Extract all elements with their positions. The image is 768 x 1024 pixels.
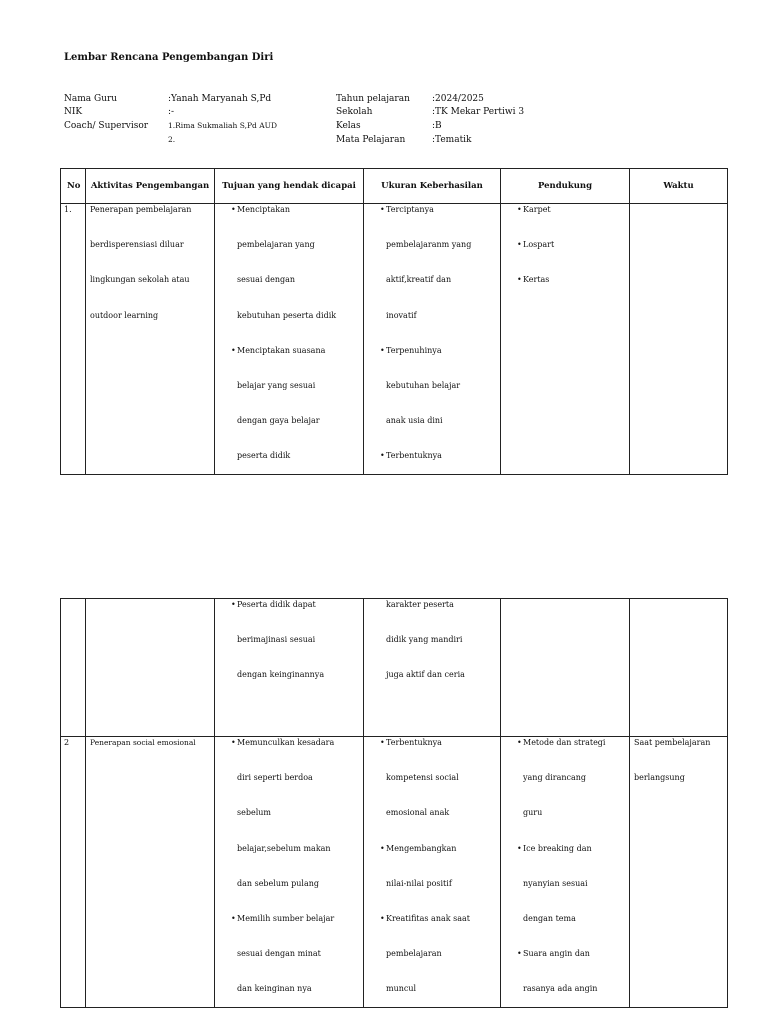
bullet-icon: • [517,205,522,214]
bullet-icon: • [517,843,522,853]
row1-tujuan-line: Menciptakan [237,205,290,214]
plan-table-page2 [60,598,728,1008]
row2-pendukung-cell [501,737,630,1008]
row1-cont-tujuan-cell [215,599,364,737]
bullet-icon: • [380,345,385,355]
bullet-icon: • [517,738,522,747]
row1-aktivitas-line: lingkungan sekolah atau [90,275,190,285]
table-row [61,204,728,475]
row2-pendukung-line: rasanya ada angin [523,984,598,994]
row2-waktu-cell [630,737,728,1008]
row2-ukuran-line: nilai-nilai positif [386,878,452,888]
plan-table-page1 [60,168,728,475]
mapel-label: Mata Pelajaran [336,135,406,145]
header-waktu: Waktu [630,169,728,204]
row1-cont-tujuan-line: dengan keinginannya [237,670,325,680]
row1-no-cell [61,204,86,475]
row1-tujuan-line: pembelajaran yang [237,240,315,250]
row1-aktivitas-line: outdoor learning [90,310,159,320]
row1-tujuan-line: belajar yang sesuai [237,380,316,390]
row1-tujuan-line: sesuai dengan [237,275,296,285]
row1-no: 1. [64,205,72,214]
row2-pendukung-line: Metode dan strategi [523,738,606,747]
bullet-icon: • [231,345,236,355]
row1-pendukung-item: Karpet [523,205,551,214]
row2-tujuan-line: dan sebelum pulang [237,878,319,888]
row2-no-cell [61,737,86,1008]
row1-cont-aktivitas-cell [86,599,215,737]
row1-cont-no-cell [61,599,86,737]
bullet-icon: • [517,240,522,250]
row1-ukuran-cell [364,204,501,475]
row2-no: 2 [64,738,70,747]
bullet-icon: • [231,600,236,609]
bullet-icon: • [517,275,522,285]
sekolah-label: Sekolah [336,107,373,117]
table-row [61,599,728,737]
row1-cont-pendukung-cell [501,599,630,737]
row2-tujuan-line: dan keinginan nya [237,984,312,994]
tahun-label: Tahun pelajaran [336,94,410,104]
row1-cont-ukuran-line: karakter peserta [386,600,454,609]
nik-value: :- [168,107,175,117]
row1-cont-ukuran-line: juga aktif dan ceria [386,670,465,680]
bullet-icon: • [231,738,236,747]
row1-ukuran-line: Terbentuknya [386,451,442,461]
row2-tujuan-cell [215,737,364,1008]
row2-tujuan-line: diri seperti berdoa [237,773,313,783]
nama-guru-value: :Yanah Maryanah S,Pd [168,94,272,104]
row1-pendukung-item: Lospart [523,240,555,250]
row2-ukuran-line: Kreatifitas anak saat [386,913,470,923]
row2-tujuan-line: belajar,sebelum makan [237,843,331,853]
row2-waktu-line: berlangsung [634,773,685,783]
bullet-icon: • [380,913,385,923]
row2-pendukung-line: nyanyian sesuai [523,878,588,888]
row1-tujuan-line: dengan gaya belajar [237,416,320,426]
row2-aktivitas: Penerapan social emosional [90,738,196,747]
row1-tujuan-cell [215,204,364,475]
row2-tujuan-line: sesuai dengan minat [237,949,321,959]
header-ukuran: Ukuran Keberhasilan [364,169,501,204]
row2-ukuran-line: Terbentuknya [386,738,442,747]
row1-cont-ukuran-cell [364,599,501,737]
row2-pendukung-line: Suara angin dan [523,949,590,959]
sekolah-value: :TK Mekar Pertiwi 3 [432,107,525,117]
row1-ukuran-line: anak usia dini [386,416,443,426]
table-row [61,737,728,1008]
bullet-icon: • [380,205,385,214]
row1-pendukung-item: Kertas [523,275,550,285]
row2-ukuran-cell [364,737,501,1008]
row2-tujuan-line: Memunculkan kesadara [237,738,335,747]
document-title: Lembar Rencana Pengembangan Diri [64,52,274,63]
row1-ukuran-line: pembelajaranm yang [386,240,472,250]
row2-ukuran-line: Mengembangkan [386,843,457,853]
row1-cont-tujuan-line: Peserta didik dapat [237,600,316,609]
row1-ukuran-line: Terciptanya [386,205,434,214]
bullet-icon: • [380,843,385,853]
row2-tujuan-line: Memilih sumber belajar [237,913,335,923]
row1-ukuran-line: kebutuhan belajar [386,380,461,390]
row1-cont-tujuan-line: berimajinasi sesuai [237,635,316,645]
coach-label: Coach/ Supervisor [64,121,149,131]
header-no: No [61,169,86,204]
bullet-icon: • [380,738,385,747]
coach-value-2: 2. [168,135,176,144]
row2-ukuran-line: kompetensi social [386,773,459,783]
tahun-value: :2024/2025 [432,94,484,104]
row1-ukuran-line: Terpenuhinya [386,345,442,355]
header-pendukung: Pendukung [501,169,630,204]
bullet-icon: • [231,205,236,214]
row1-tujuan-line: Menciptakan suasana [237,345,326,355]
row1-cont-waktu-cell [630,599,728,737]
row2-ukuran-line: muncul [386,984,417,994]
row2-pendukung-line: guru [523,808,543,818]
header-aktivitas: Aktivitas Pengembangan [86,169,215,204]
header-tujuan: Tujuan yang hendak dicapai [215,169,364,204]
row2-pendukung-line: Ice breaking dan [523,843,592,853]
row2-ukuran-line: pembelajaran [386,949,442,959]
row2-pendukung-line: dengan tema [523,913,576,923]
row1-ukuran-line: inovatif [386,310,417,320]
kelas-value: :B [432,121,442,131]
row2-tujuan-line: sebelum [237,808,271,818]
mapel-value: :Tematik [432,135,472,145]
nama-guru-label: Nama Guru [64,94,118,104]
bullet-icon: • [231,913,236,923]
kelas-label: Kelas [336,121,361,131]
row2-waktu-line: Saat pembelajaran [634,738,711,747]
row2-aktivitas-cell [86,737,215,1008]
row1-tujuan-line: peserta didik [237,451,291,461]
nik-label: NIK [64,107,83,117]
row1-aktivitas-line: berdisperensiasi diluar [90,240,184,250]
row1-aktivitas-cell [86,204,215,475]
row1-waktu-cell [630,204,728,475]
bullet-icon: • [380,451,385,461]
row1-ukuran-line: aktif,kreatif dan [386,275,452,285]
row2-ukuran-line: emosional anak [386,808,450,818]
row2-pendukung-line: yang dirancang [523,773,587,783]
row1-pendukung-cell [501,204,630,475]
row1-aktivitas-line: Penerapan pembelajaran [90,205,192,214]
row1-cont-ukuran-line: didik yang mandiri [386,635,463,645]
row1-tujuan-line: kebutuhan peserta didik [237,310,337,320]
bullet-icon: • [517,949,522,959]
coach-value-1: 1.Rima Sukmaliah S,Pd AUD [168,121,277,130]
